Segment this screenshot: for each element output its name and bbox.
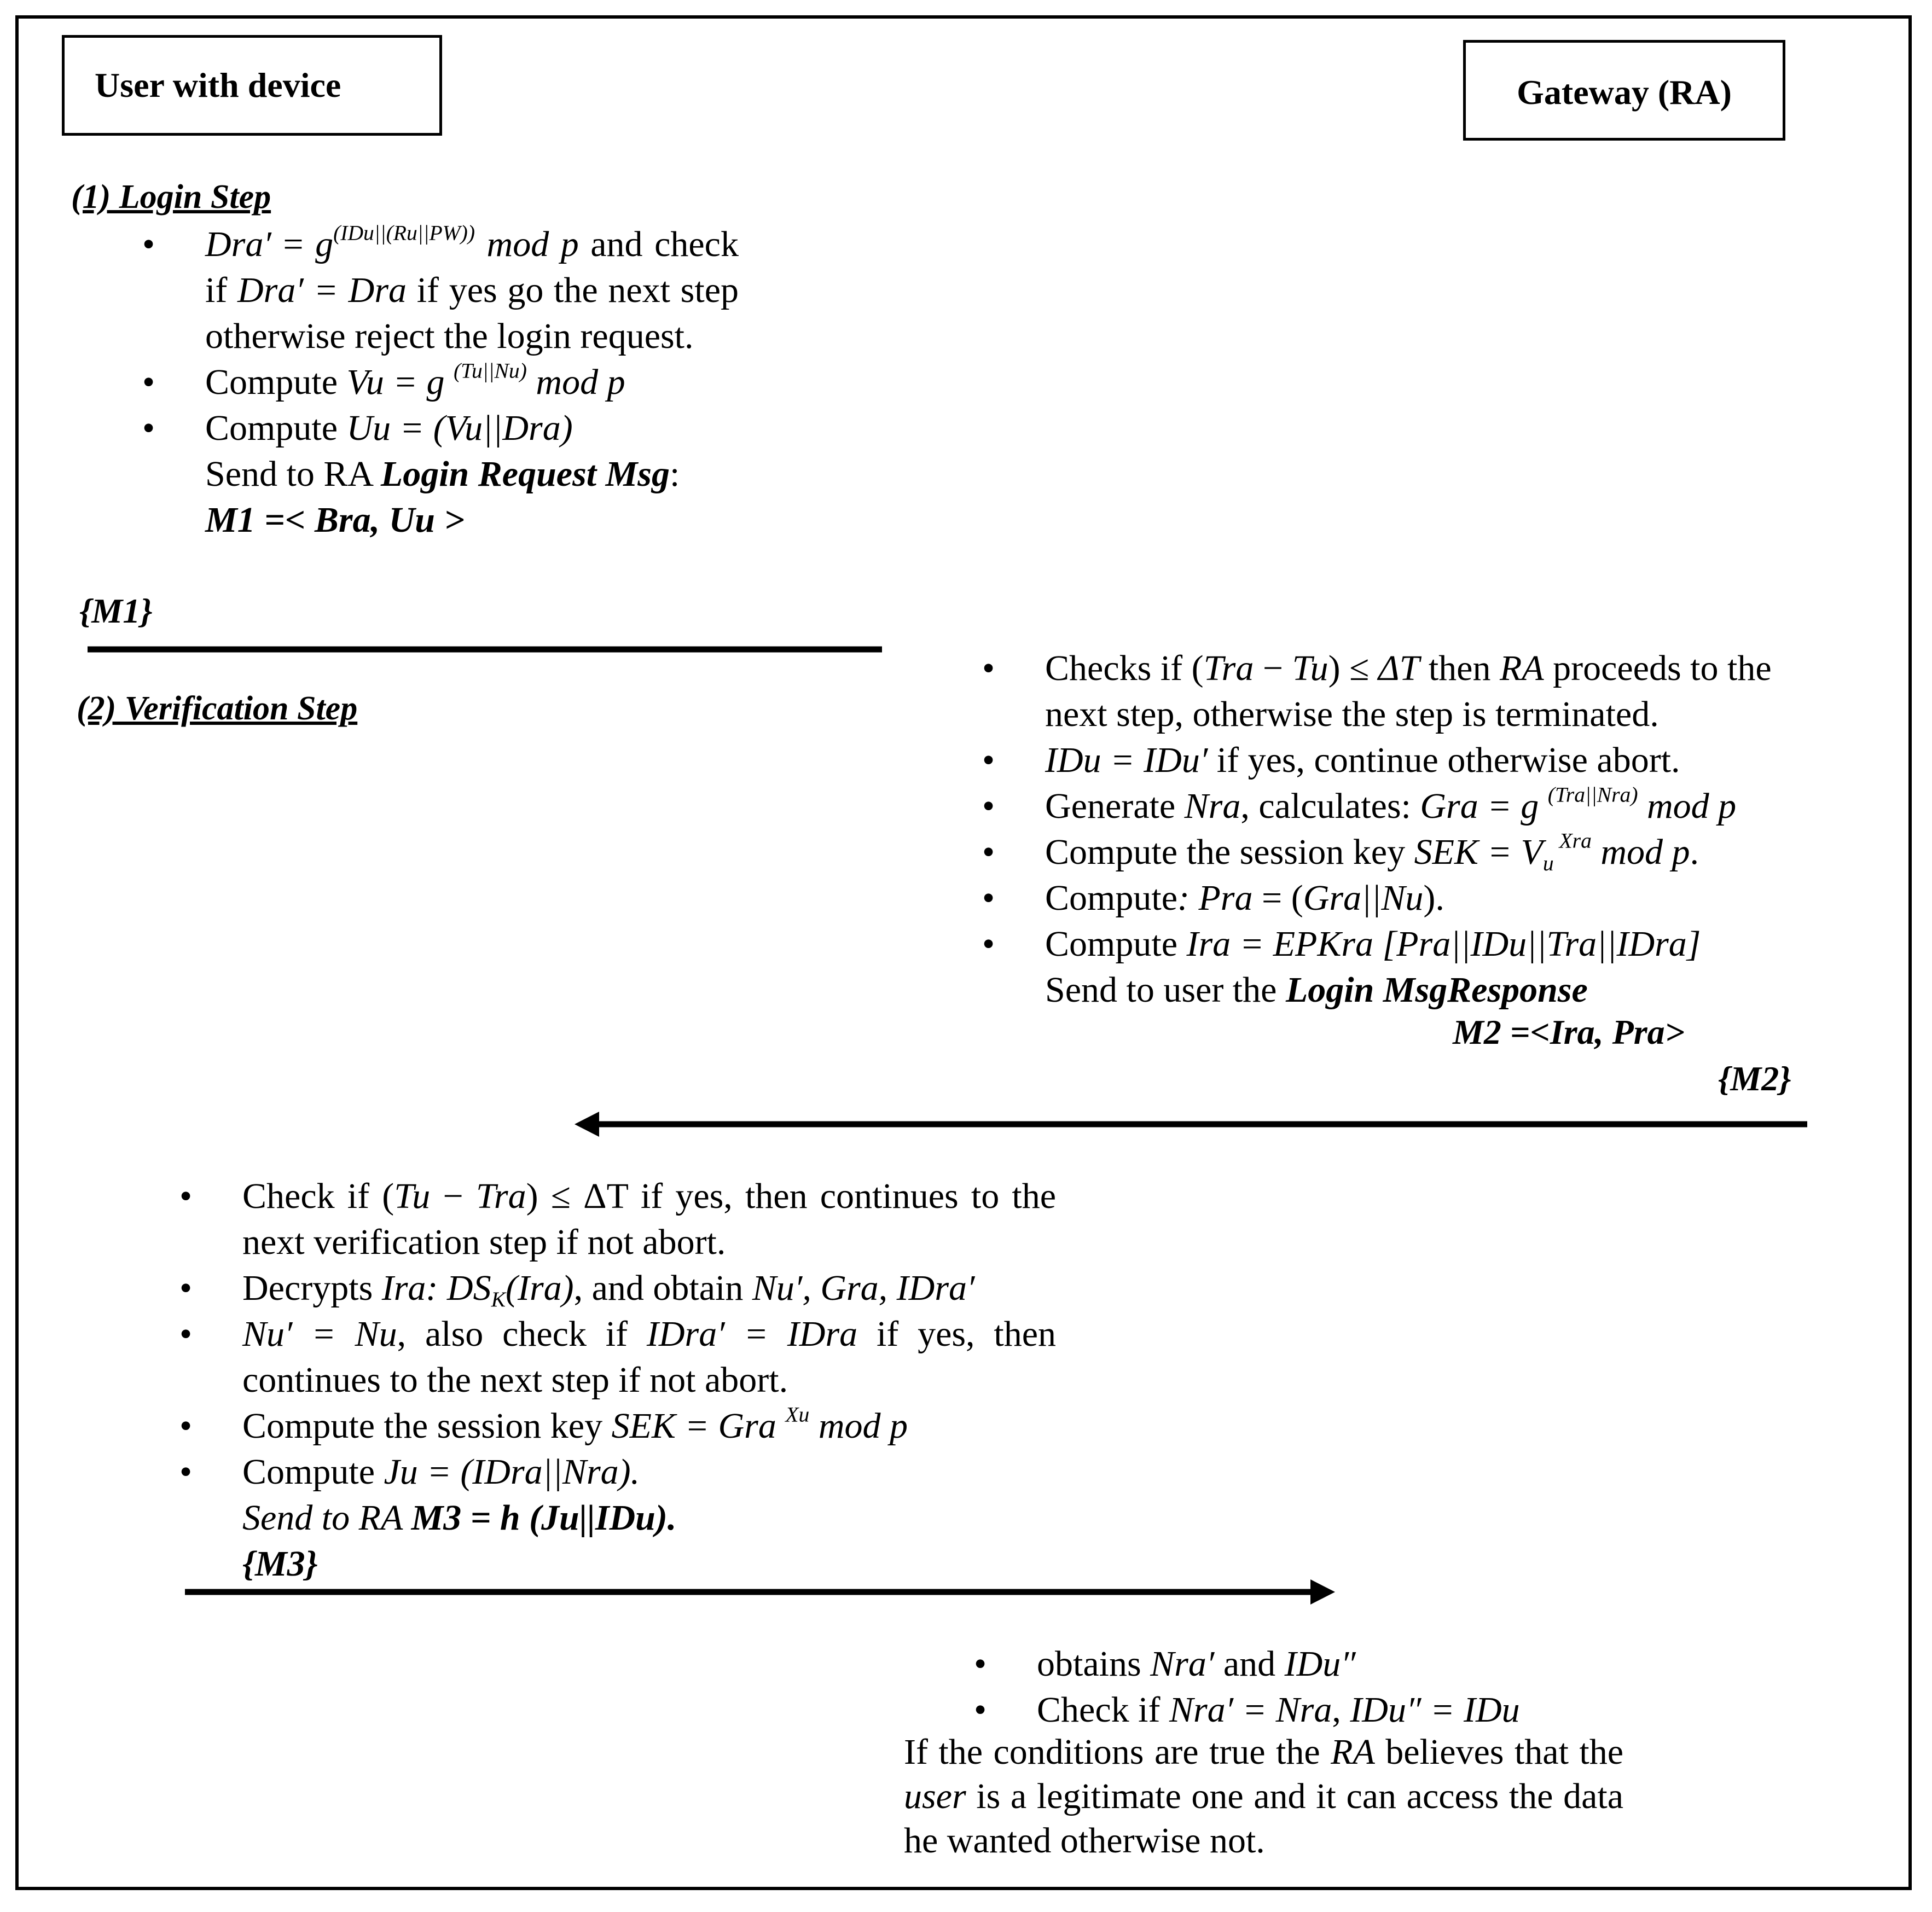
gateway-bullet-6: • Compute Ira = EPKra [Pra||IDu||Tra||IDra] bbox=[982, 921, 1836, 967]
login-send-line: Send to RA Login Request Msg: bbox=[205, 454, 680, 494]
user-actor-label: User with device bbox=[95, 66, 341, 104]
login-message-m1: M1 =< Bra, Uu > bbox=[205, 500, 465, 540]
login-bullet-1: • $Dra' = g^{(IDu||(Ru||PW))}$ mod p and check if Dra′ = Dra if yes go the next step otherwise reject the login request. bbox=[142, 222, 739, 359]
message-tag-m2: {M2} bbox=[1718, 1059, 1791, 1098]
user-verify-bullet-3: • Nu′ = Nu, also check if IDra′ = IDra if yes, then continues to the next step if not abort. bbox=[179, 1311, 1056, 1403]
final-bullet-1: • obtains Nra′ and IDu″ bbox=[974, 1641, 1740, 1687]
gateway-actor-label: Gateway (RA) bbox=[1517, 73, 1732, 112]
login-bullet-2: • Compute Vu = g $^{(Tu||Nu)}$ mod p bbox=[142, 359, 739, 405]
gateway-bullet-1: • Checks if (Tra − Tu) ≤ ΔT then RA proceeds to the next step, otherwise the step is terminated. bbox=[982, 646, 1836, 737]
user-verify-bullet-5: • Compute Ju = (IDra||Nra). bbox=[179, 1449, 1056, 1495]
gateway-send-line: Send to user the Login MsgResponse bbox=[1045, 970, 1588, 1010]
arrow-m3-head bbox=[1310, 1579, 1335, 1605]
login-step-heading: (1) Login Step bbox=[71, 178, 271, 216]
gateway-bullet-3: • Generate Nra, calculates: Gra = g $^{(Tra||Nra)}$ mod p bbox=[982, 783, 1836, 829]
message-tag-m3: {M3} bbox=[242, 1544, 318, 1584]
message-tag-m1: {M1} bbox=[79, 591, 153, 630]
message-m2: M2 =<Ira, Pra> bbox=[1453, 1013, 1685, 1051]
user-verify-bullet-1: • Check if (Tu − Tra) ≤ ΔT if yes, then continues to the next verification step if not abort. bbox=[179, 1173, 1056, 1265]
user-verify-bullet-2: • Decrypts Ira: $DS_K(Ira)$, and obtain Nu′, Gra, IDra′ bbox=[179, 1265, 1056, 1311]
user-verify-bullet-4: • Compute the session key SEK = Gra $^{Xu}$ mod p bbox=[179, 1403, 1056, 1449]
login-bullet-3: • Compute Uu = (Vu||Dra) bbox=[142, 405, 739, 451]
final-bullet-2: • Check if Nra′ = Nra, IDu″ = IDu bbox=[974, 1687, 1740, 1733]
verification-step-heading: (2) Verification Step bbox=[77, 690, 358, 727]
arrow-m2-head bbox=[575, 1112, 599, 1137]
gateway-bullet-5: • Compute: Pra = (Gra||Nu). bbox=[982, 875, 1836, 921]
gateway-bullet-2: • IDu = IDu′ if yes, continue otherwise abort. bbox=[982, 737, 1836, 783]
gateway-bullet-4: • Compute the session key SEK = $V_u$ $^{Xra}$ mod p. bbox=[982, 829, 1836, 875]
user-send-line: Send to RA M3 = h (Ju||IDu). bbox=[242, 1498, 677, 1538]
final-conclusion: If the conditions are true the RA believes that the user is a legitimate one and it can access the data he wanted otherwise not. bbox=[904, 1732, 1623, 1861]
